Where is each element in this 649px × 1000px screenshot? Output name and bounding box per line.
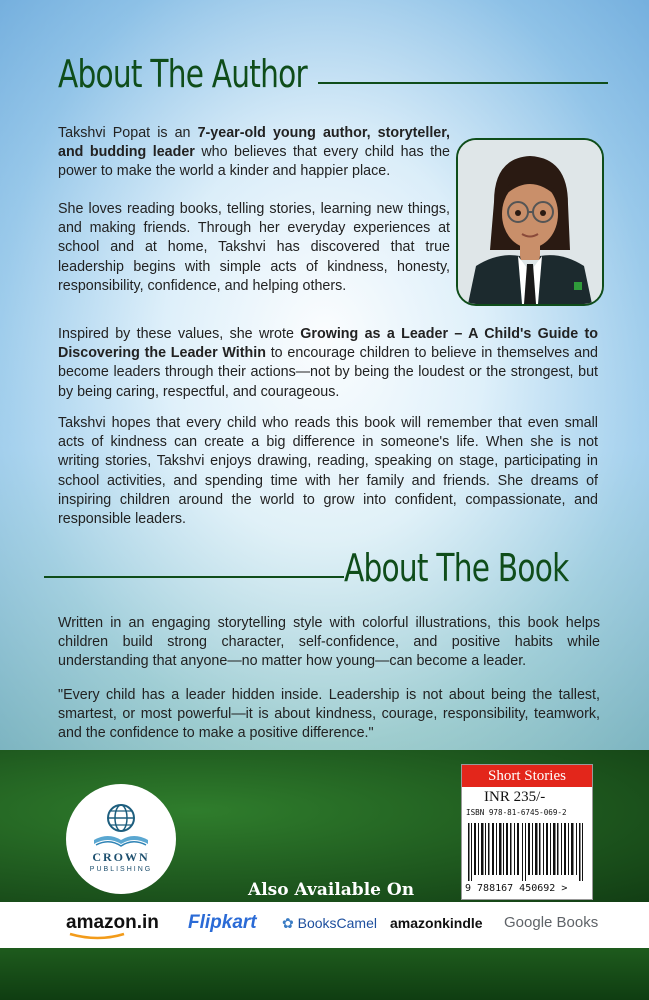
book-heading-rule (44, 576, 344, 578)
store-amazon-in[interactable] (66, 912, 159, 934)
category-label: Short Stories (462, 765, 592, 787)
author-paragraph-3: Inspired by these values, she wrote Growing as a Leader – A Child's Guide to Discovering the Leader Within to encourage children to believe in themselves and become leaders through their actions—not by being the loudest or the strongest, but by being caring, respectful, and courageous. (58, 326, 599, 400)
author-portrait-illustration (458, 140, 602, 304)
store-bookscamel-label: BooksCamel (297, 915, 377, 931)
author-paragraph-2: She loves reading books, telling stories, learning new things, and making friends. Through her everyday experiences at school and at home, Takshvi has discovered that true leadership begins with simple acts of kindness, honesty, responsibility, confidence, and helping others. (58, 201, 450, 294)
author-photo (456, 138, 604, 306)
book-quote: "Every child has a leader hidden inside. Leadership is not about being the tallest, smartest, or most powerful—it is about kindness, courage, responsibility, teamwork, and the confidence to make a positive difference." (58, 687, 600, 742)
isbn-label: ISBN 978-81-6745-069-2 (466, 808, 567, 817)
author-paragraph-4: Takshvi hopes that every child who reads this book will remember that even small acts of kindness can create a big difference in someone's life. When she is not writing stories, Takshvi enjoys drawing, reading, speaking on stage, participating in school activities, and spending time with her family and friends. She dreams of inspiring children around the world to grow into confident, compassionate, and responsible leaders. (58, 415, 598, 528)
store-bookscamel[interactable] (282, 915, 377, 932)
book-paragraph-1: Written in an engaging storytelling style with colorful illustrations, this book helps children build strong character, self-confidence, and positive habits while understanding that anyone—no matter how young—can become a leader. (58, 615, 600, 670)
publisher-logo (66, 784, 176, 894)
bottom-green-strip (0, 948, 649, 1000)
price-label: INR 235/- (484, 789, 546, 805)
publisher-subname: PUBLISHING (89, 866, 153, 873)
book-heading: About The Book (344, 546, 569, 590)
store-flipkart[interactable]: Flipkart (188, 912, 257, 933)
store-google-books[interactable]: Google Books (504, 914, 599, 931)
author-heading: About The Author (58, 52, 307, 96)
also-available-label: Also Available On (248, 880, 415, 900)
author-heading-rule (318, 82, 608, 84)
store-amazon-kindle[interactable]: amazonkindle (390, 915, 483, 931)
barcode (466, 823, 588, 881)
bookscamel-icon: ✿ (282, 915, 294, 931)
barcode-number: 9 788167 450692 > (465, 883, 568, 894)
price-box (461, 764, 593, 900)
publisher-name: CROWN (92, 850, 150, 864)
author-intro: Takshvi Popat is an 7-year-old young author, storyteller, and budding leader who believes that every child has the power to make the world a kinder and happier place. (58, 125, 450, 180)
globe-book-icon (66, 784, 176, 894)
amazon-smile-icon (68, 932, 128, 940)
store-amazon-in-label: amazon.in (66, 912, 159, 933)
